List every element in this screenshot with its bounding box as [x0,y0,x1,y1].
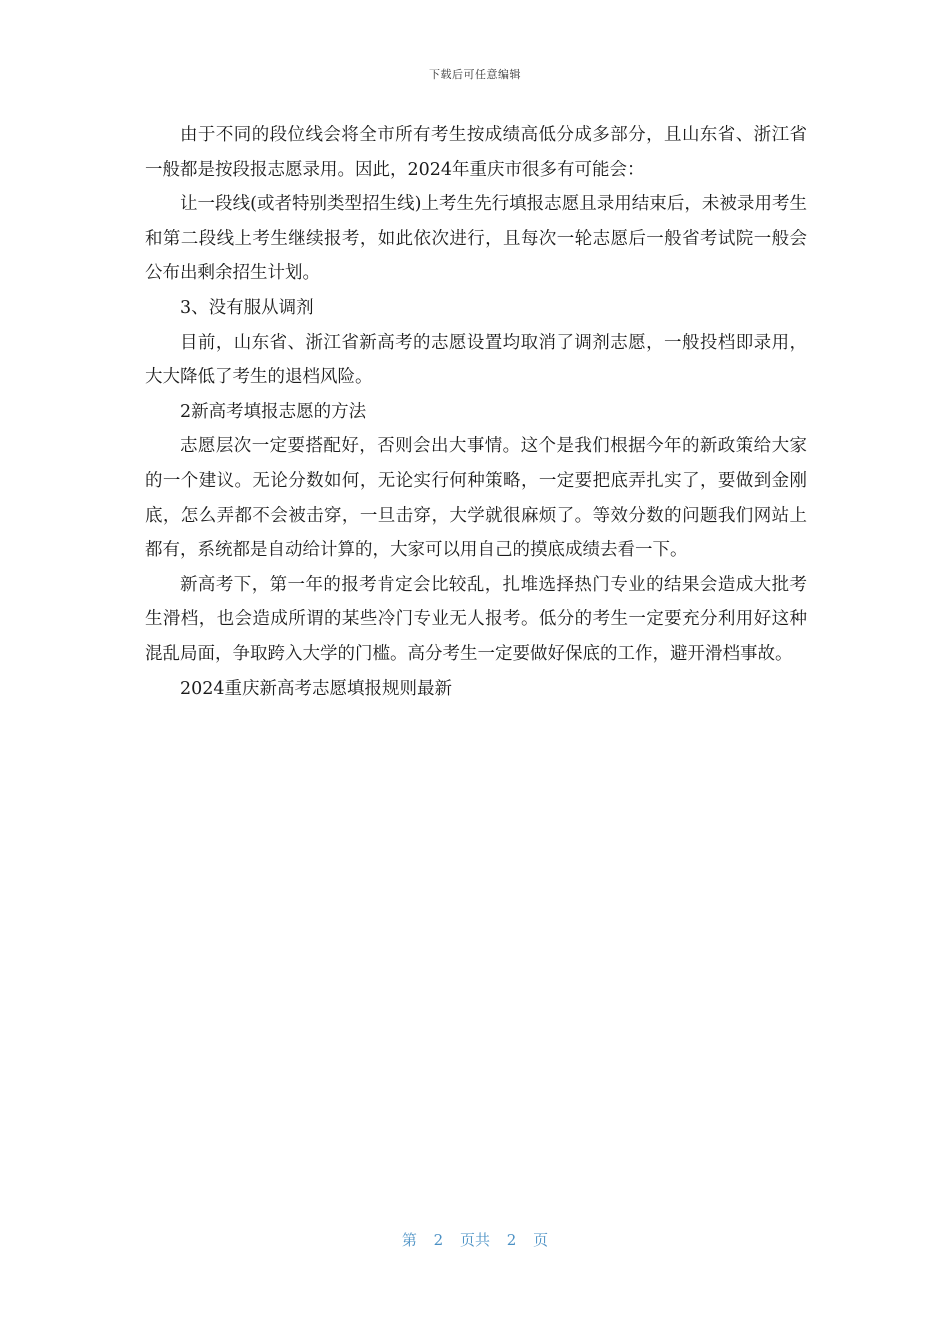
paragraph: 新高考下，第一年的报考肯定会比较乱，扎堆选择热门专业的结果会造成大批考生滑档，也会造成所谓的某些冷门专业无人报考。低分的考生一定要充分利用好这种混乱局面，争取跨入大学的门槛。高分考生一定要做好保底的工作，避开滑档事故。 [145,574,807,664]
section-heading: 2新高考填报志愿的方法 [180,401,367,422]
footer-total-pages: 2 [506,1231,517,1249]
document-body [145,118,807,706]
paragraph: 由于不同的段位线会将全市所有考生按成绩高低分成多部分，且山东省、浙江省一般都是按段报志愿录用。因此，2024年重庆市很多有可能会： [145,125,807,180]
footer-suffix: 页 [533,1231,549,1249]
footer-prefix: 第 [401,1231,417,1249]
section-heading: 3、没有服从调剂 [180,297,314,318]
page-footer [0,1229,950,1250]
paragraph: 目前，山东省、浙江省新高考的志愿设置均取消了调剂志愿，一般投档即录用，大大降低了考生的退档风险。 [145,332,807,388]
footer-current-page: 2 [433,1231,444,1249]
footer-middle: 页共 [459,1231,490,1249]
section-heading: 2024重庆新高考志愿填报规则最新 [180,678,453,699]
paragraph: 让一段线(或者特别类型招生线)上考生先行填报志愿且录用结束后，未被录用考生和第二段线上考生继续报考，如此依次进行，且每次一轮志愿后一般省考试院一般会公布出剩余招生计划。 [145,194,807,284]
page-header-note: 下载后可任意编辑 [429,68,521,81]
paragraph: 志愿层次一定要搭配好，否则会出大事情。这个是我们根据今年的新政策给大家的一个建议。无论分数如何，无论实行何种策略，一定要把底弄扎实了，要做到金刚底，怎么弄都不会被击穿，一旦击穿，大学就很麻烦了。等效分数的问题我们网站上都有，系统都是自动给计算的，大家可以用自己的摸底成绩去看一下。 [145,436,807,561]
